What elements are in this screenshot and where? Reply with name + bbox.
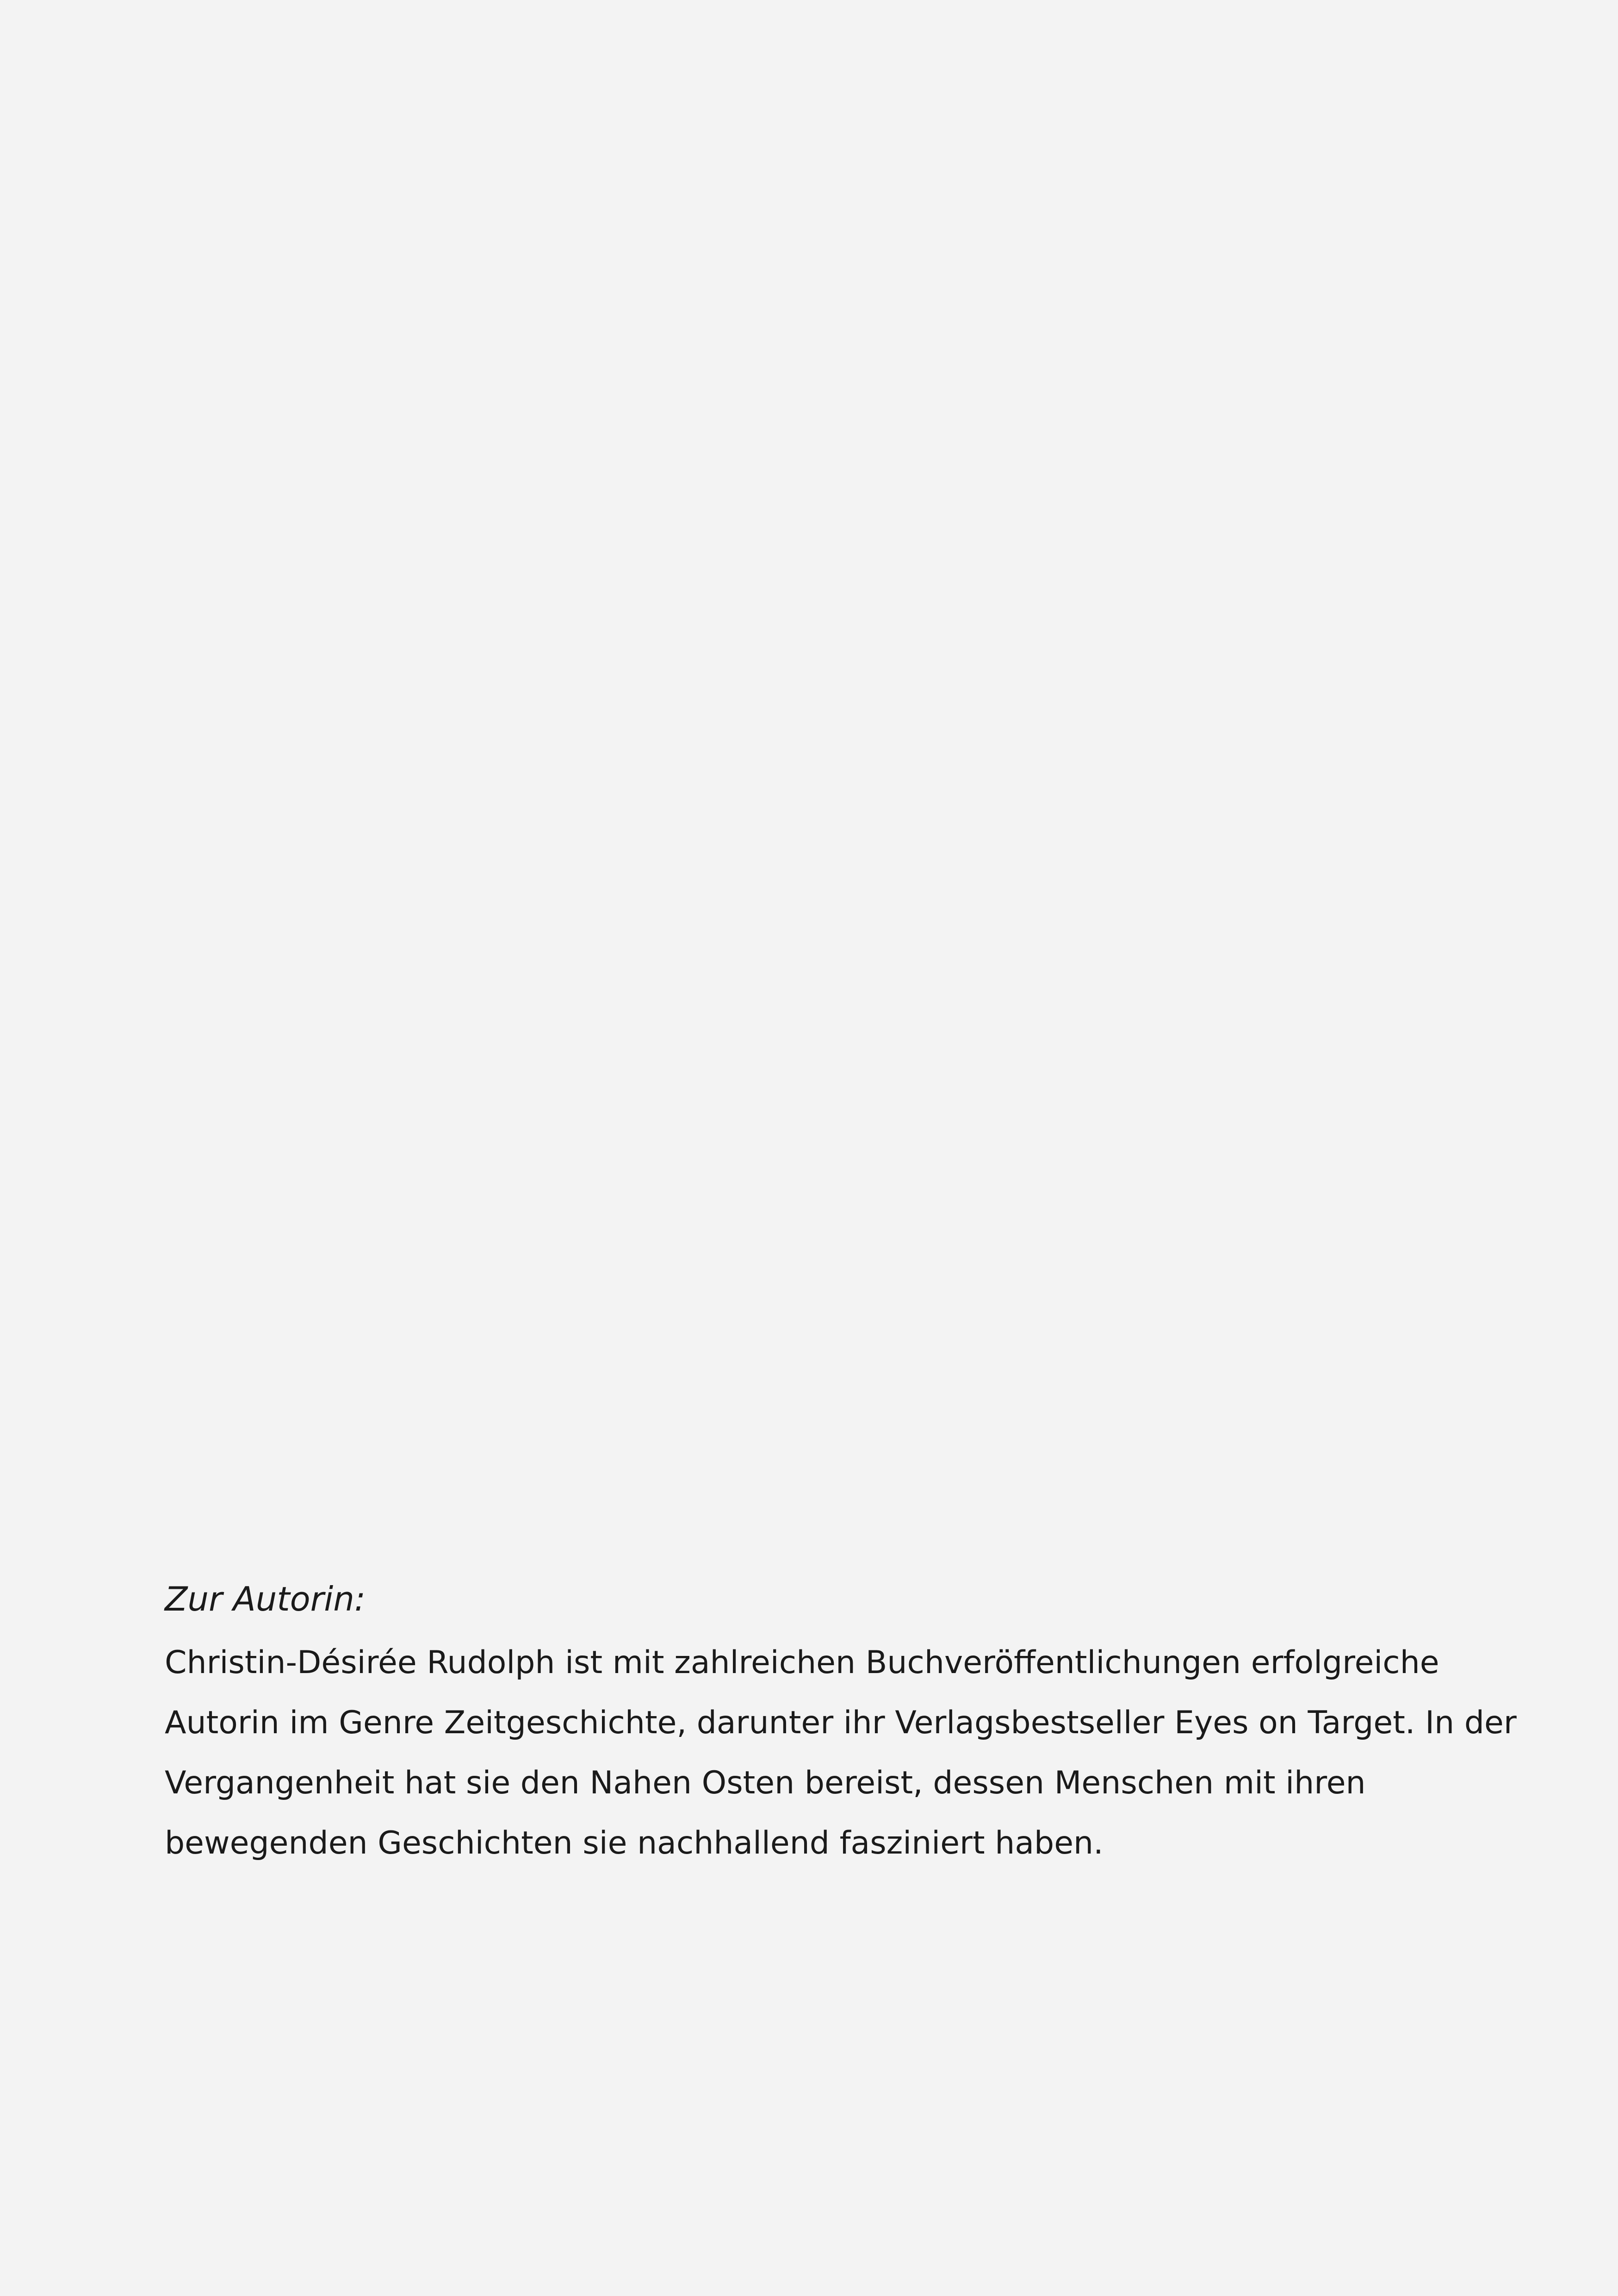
author-heading: Zur Autorin: xyxy=(165,1580,366,1618)
bio-line: Christin-Désirée Rudolph ist mit zahlreichen Buchveröffentlichungen erfolgreiche xyxy=(165,1644,1439,1681)
author-section xyxy=(165,1569,1517,1873)
author-bio xyxy=(165,1633,1517,1873)
bio-line: Autorin im Genre Zeitgeschichte, darunter ihr Verlagsbestseller Eyes on Target. In der xyxy=(165,1705,1517,1741)
bio-line: Vergangenheit hat sie den Nahen Osten bereist, dessen Menschen mit ihren xyxy=(165,1765,1366,1801)
bio-line: bewegenden Geschichten sie nachhallend fasziniert haben. xyxy=(165,1825,1103,1861)
